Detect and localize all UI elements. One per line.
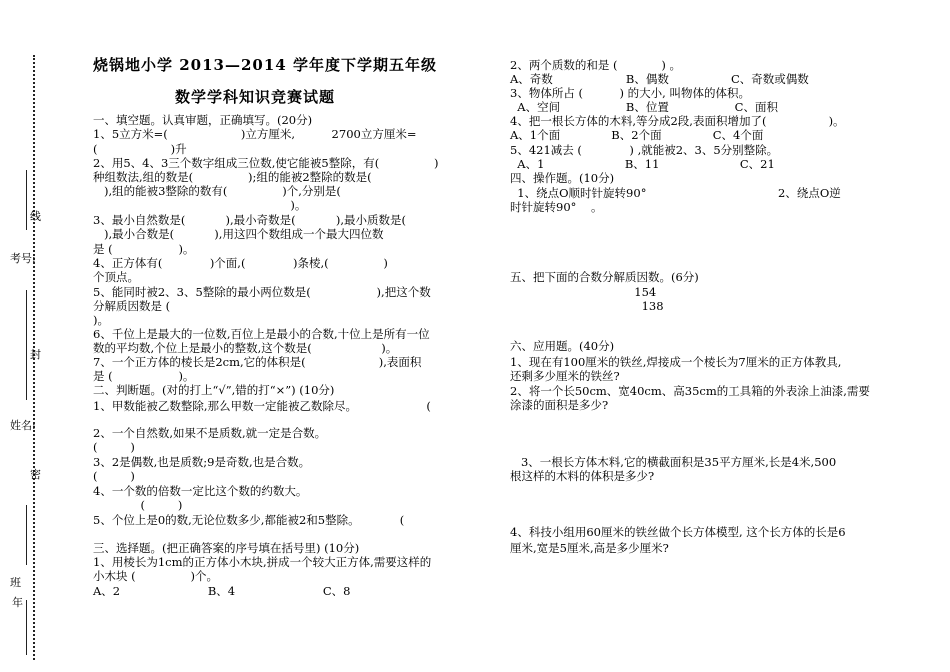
left-line: 1、甲数能被乙数整除,那么甲数一定能被乙数除尽。 ( [93, 399, 431, 413]
grade-label: 年 [12, 596, 23, 609]
right-line: 3、物体所占 ( ) 的大小, 叫物体的体积。 [510, 86, 750, 100]
right-line: 四、操作题。(10分) [510, 171, 615, 185]
right-line: 还剩多少厘米的铁丝? [510, 369, 620, 383]
left-line: A、2 B、4 C、8 [93, 584, 351, 598]
left-line: 7、一个正方体的棱长是2cm,它的体积是( ),表面积 [93, 355, 422, 369]
right-line: A、1个面 B、2个面 C、4个面 [510, 128, 764, 142]
left-line: ( ) [93, 498, 183, 512]
left-line: 个顶点。 [93, 270, 139, 284]
left-line: 4、一个数的倍数一定比这个数的约数大。 [93, 484, 308, 498]
right-line: 4、科技小组用60厘米的铁丝做个长方体模型, 这个长方体的长是6 [510, 525, 846, 539]
left-line: 三、选择题。(把正确答案的序号填在括号里) (10分) [93, 541, 360, 555]
right-line: 154 [510, 285, 657, 299]
left-line: 种组数法,组的数是( );组的能被2整除的数是( [93, 170, 372, 184]
left-line: 小木块 ( )个。 [93, 569, 218, 583]
right-line: 根这样的木料的体积是多少? [510, 469, 655, 483]
left-line: )。 [93, 198, 307, 212]
class-underline [26, 505, 27, 565]
right-line: 2、将一个长50cm、宽40cm、高35cm的工具箱的外表涂上油漆,需要 [510, 384, 870, 398]
right-line: 4、把一根长方体的木料,等分成2段,表面积增加了( )。 [510, 114, 845, 128]
right-line: 5、421减去 ( ) ,就能被2、3、5分别整除。 [510, 143, 779, 157]
seal-char-xian: 线 [30, 210, 41, 223]
exam-no-label: 考号: [10, 252, 36, 265]
seal-char-mi: 密 [30, 468, 41, 481]
left-line: 3、2是偶数,也是质数;9是奇数,也是合数。 [93, 455, 311, 469]
left-line: ( ) [93, 440, 135, 454]
page-subtitle: 数学学科知识竞赛试题 [175, 88, 336, 106]
left-line: 二、判断题。(对的打上“√”,错的打“×”) (10分) [93, 383, 335, 397]
grade-underline [26, 600, 27, 655]
page-title: 烧锅地小学 2013—2014 学年度下学期五年级 [93, 56, 437, 74]
left-line: 分解质因数是 ( [93, 299, 171, 313]
class-label: 班 [10, 576, 21, 589]
right-line: 138 [510, 299, 664, 313]
left-line: 3、最小自然数是( ),最小奇数是( ),最小质数是( [93, 213, 406, 227]
left-line: )。 [93, 313, 109, 327]
right-line: 厘米,宽是5厘米,高是多少厘米? [510, 541, 669, 555]
right-line: 1、现在有100厘米的铁丝,焊接成一个棱长为7厘米的正方体教具, [510, 355, 842, 369]
left-line: 数的平均数,个位上是最小的整数,这个数是( )。 [93, 341, 398, 355]
right-line: 时针旋转90° 。 [510, 200, 603, 214]
binding-margin [0, 0, 45, 672]
left-line: ),组的能被3整除的数有( )个,分别是( [93, 184, 341, 198]
seal-char-feng: 封 [30, 348, 41, 361]
left-line: 5、个位上是0的数,无论位数多少,都能被2和5整除。 ( [93, 513, 405, 527]
right-line: 2、两个质数的和是 ( ) 。 [510, 58, 681, 72]
right-line: 3、一根长方体木料,它的横截面积是35平方厘米,长是4米,500 [510, 455, 837, 469]
left-line: 4、正方体有( )个面,( )条棱,( ) [93, 256, 388, 270]
left-line: 2、用5、4、3三个数字组成三位数,使它能被5整除，有( ) [93, 156, 439, 170]
right-line: 涂漆的面积是多少? [510, 398, 609, 412]
left-line: 5、能同时被2、3、5整除的最小两位数是( ),把这个数 [93, 285, 431, 299]
right-line: A、空间 B、位置 C、面积 [510, 100, 778, 114]
left-line: ),最小合数是( ),用这四个数组成一个最大四位数 [93, 227, 384, 241]
left-line: 一、填空题。认真审题，正确填写。(20分) [93, 113, 313, 127]
right-line: 五、把下面的合数分解质因数。(6分) [510, 270, 699, 284]
left-line: 1、用棱长为1cm的正方体小木块,拼成一个较大正方体,需要这样的 [93, 555, 432, 569]
right-line: A、1 B、11 C、21 [510, 157, 775, 171]
right-line: A、奇数 B、偶数 C、奇数或偶数 [510, 72, 809, 86]
exam-no-underline [26, 170, 27, 230]
left-line: 1、5立方米=( )立方厘米, 2700立方厘米= [93, 127, 417, 141]
left-line: 2、一个自然数,如果不是质数,就一定是合数。 [93, 426, 327, 440]
left-line: 是 ( )。 [93, 242, 195, 256]
left-line: 是 ( )。 [93, 369, 195, 383]
left-line: ( )升 [93, 142, 187, 156]
right-line: 1、绕点O顺时针旋转90° 2、绕点O逆 [510, 186, 841, 200]
name-underline [26, 290, 27, 400]
name-label: 姓名: [10, 419, 36, 432]
left-line: 6、千位上是最大的一位数,百位上是最小的合数,十位上是所有一位 [93, 327, 430, 341]
left-line: ( ) [93, 469, 135, 483]
right-line: 六、应用题。(40分) [510, 339, 615, 353]
